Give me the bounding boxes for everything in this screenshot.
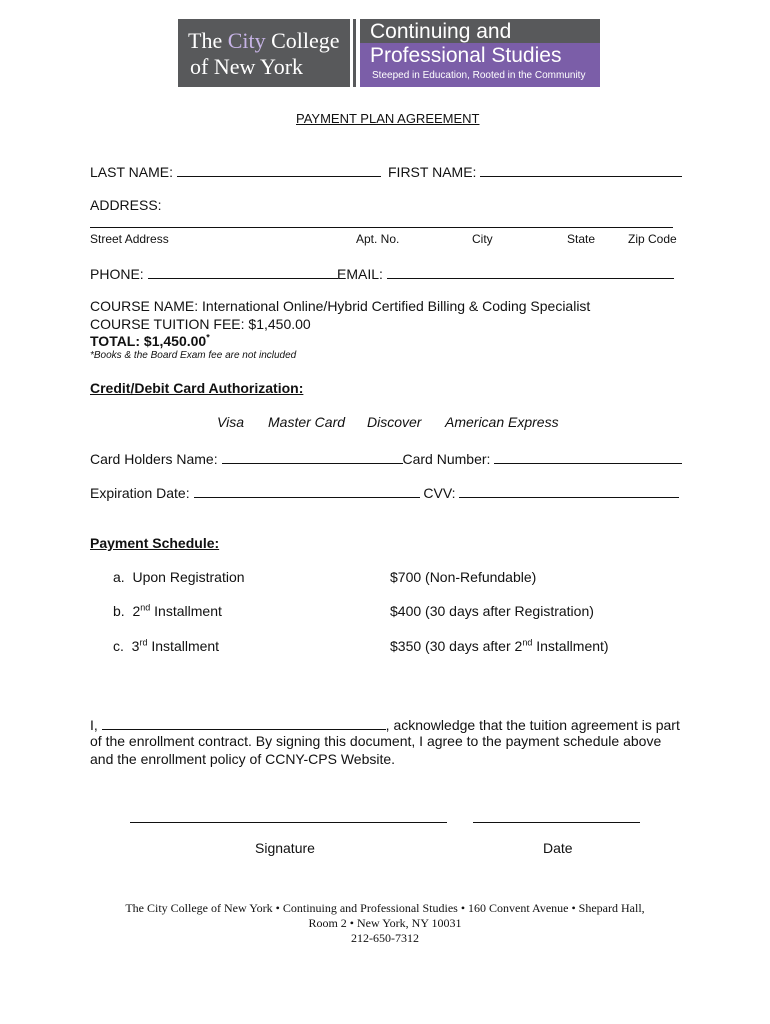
phone-label: PHONE: <box>90 266 144 282</box>
schedule-label: Installment <box>150 603 222 619</box>
ccny-logo <box>178 19 350 87</box>
card-type-discover[interactable]: Discover <box>367 414 422 430</box>
cvv-label: CVV: <box>423 485 456 501</box>
card-holder-label: Card Holders Name: <box>90 451 218 467</box>
schedule-amount-b: $400 (30 days after Registration) <box>390 603 594 619</box>
course-note: *Books & the Board Exam fee are not included <box>90 350 297 361</box>
page-title: PAYMENT PLAN AGREEMENT <box>296 111 480 126</box>
acknowledgement-line1 <box>90 715 680 733</box>
course-total: TOTAL: $1,450.00* <box>90 332 210 349</box>
expiration-row <box>90 483 679 501</box>
acknowledgement-line3: and the enrollment policy of CCNY-CPS Website. <box>90 751 396 767</box>
email-label: EMAIL: <box>337 266 383 282</box>
phone-row <box>90 264 338 282</box>
logo-cps-tagline: Steeped in Education, Rooted in the Community <box>372 70 586 81</box>
card-auth-heading: Credit/Debit Card Authorization: <box>90 380 304 396</box>
footer-address-line1: The City College of New York • Continuing and Professional Studies • 160 Convent Avenue • Shepard Hall, <box>125 901 645 915</box>
card-holder-field[interactable] <box>222 449 403 464</box>
card-holder-row <box>90 449 682 467</box>
address-label: ADDRESS: <box>90 197 162 213</box>
phone-field[interactable] <box>148 264 338 279</box>
schedule-item-b: b. 2nd Installment <box>113 602 222 619</box>
footer-address-line2: Room 2 • New York, NY 10031 <box>308 916 462 930</box>
logo-ccny-line1: The City College <box>188 28 340 53</box>
card-type-amex[interactable]: American Express <box>445 414 559 430</box>
schedule-item-a <box>113 569 245 585</box>
first-name-row <box>388 162 682 180</box>
course-fee: COURSE TUITION FEE: $1,450.00 <box>90 316 311 332</box>
schedule-item-c: c. 3rd Installment <box>113 637 220 654</box>
course-name: COURSE NAME: International Online/Hybrid Certified Billing & Coding Specialist <box>90 298 591 314</box>
schedule-amount-a: $700 (Non-Refundable) <box>390 569 537 585</box>
footer-phone: 212-650-7312 <box>351 931 419 945</box>
last-name-label: LAST NAME: <box>90 164 173 180</box>
card-number-label: Card Number: <box>402 451 491 467</box>
ack-tail: , acknowledge that the tuition agreement is part <box>385 717 680 733</box>
first-name-field[interactable] <box>480 162 682 177</box>
schedule-label: Upon Registration <box>132 569 245 585</box>
city-label: City <box>472 232 493 246</box>
schedule-letter: c. <box>113 638 124 654</box>
last-name-field[interactable] <box>177 162 381 177</box>
apt-no-label: Apt. No. <box>356 232 400 246</box>
last-name-row <box>90 162 381 180</box>
expiration-label: Expiration Date: <box>90 485 190 501</box>
schedule-label: Installment <box>147 638 220 654</box>
state-label: State <box>567 232 596 246</box>
cps-logo <box>360 19 600 87</box>
card-type-visa[interactable]: Visa <box>217 414 244 430</box>
signature-line[interactable] <box>130 810 447 823</box>
ack-name-field[interactable] <box>102 715 386 730</box>
ack-prefix: I, <box>90 717 98 733</box>
acknowledgement-line2: of the enrollment contract. By signing this document, I agree to the payment schedule above <box>90 733 662 749</box>
cvv-field[interactable] <box>459 483 679 498</box>
logo-cps-band <box>360 43 600 87</box>
date-line[interactable] <box>473 810 640 823</box>
address-field[interactable] <box>90 215 673 228</box>
email-row <box>337 264 674 282</box>
logo-divider <box>353 19 356 87</box>
payment-schedule-heading: Payment Schedule: <box>90 535 220 551</box>
date-label: Date <box>543 840 573 856</box>
total-asterisk: * <box>206 332 210 343</box>
email-field[interactable] <box>387 264 674 279</box>
logo-cps-line1: Continuing and <box>370 20 512 43</box>
schedule-letter: a. <box>113 569 125 585</box>
logo-cps-line2: Professional Studies <box>370 44 562 67</box>
street-address-label: Street Address <box>90 232 169 246</box>
schedule-letter: b. <box>113 603 125 619</box>
card-type-mastercard[interactable]: Master Card <box>268 414 346 430</box>
signature-label: Signature <box>255 840 315 856</box>
card-number-field[interactable] <box>494 449 682 464</box>
expiration-field[interactable] <box>194 483 420 498</box>
first-name-label: FIRST NAME: <box>388 164 477 180</box>
schedule-amount-c: $350 (30 days after 2nd Installment) <box>390 637 609 654</box>
logo-ccny-line2: of New York <box>190 54 304 79</box>
zip-code-label: Zip Code <box>628 232 677 246</box>
